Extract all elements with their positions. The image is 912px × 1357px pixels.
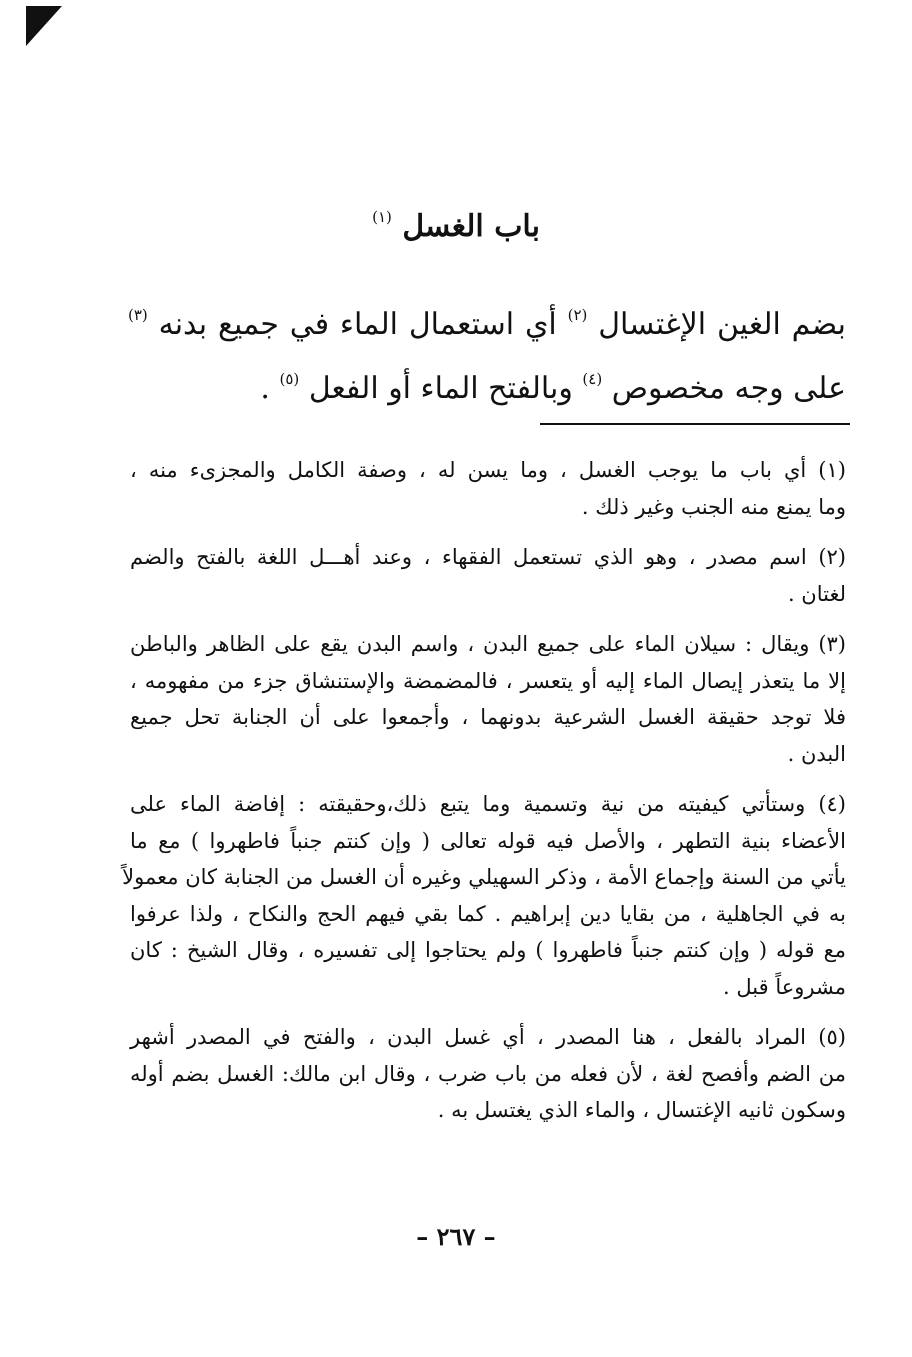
main-text-segment: بضم الغين الإغتسال bbox=[598, 307, 846, 342]
footnote-4 bbox=[122, 786, 846, 1005]
footnote-line: (٣) ويقال : سيلان الماء على جميع البدن ، واسم البدن يقع على الظاهر والباطن bbox=[130, 632, 846, 656]
footnote-line: به في الجاهلية ، من بقايا دين إبراهيم . كما بقي فيهم الحج والنكاح ، ولذا عرفوا bbox=[130, 901, 846, 926]
footnote-line: (٤) وستأتي كيفيته من نية وتسمية وما يتبع ذلك،وحقيقته : إفاضة الماء على bbox=[130, 792, 846, 816]
footnote-line: (٢) اسم مصدر ، وهو الذي تستعمل الفقهاء ، وعند أهـــل اللغة بالفتح والضم bbox=[130, 545, 846, 569]
footnote-line: البدن . bbox=[787, 741, 846, 766]
footnote-ref: (٢) bbox=[567, 306, 588, 324]
footnote-ref: (٤) bbox=[582, 370, 603, 388]
footnote-line: مع قوله ( وإن كنتم جنباً فاطهروا ) ولم يحتاجوا إلى تفسيره ، وقال الشيخ : كان bbox=[130, 938, 846, 962]
footnote-line: (٥) المراد بالفعل ، هنا المصدر ، أي غسل البدن ، والفتح في المصدر أشهر bbox=[130, 1025, 846, 1049]
footnote-line: فلا توجد حقيقة الغسل الشرعية بدونهما ، وأجمعوا على أن الجنابة تحل جميع bbox=[130, 705, 846, 729]
footnote-separator bbox=[540, 423, 850, 425]
footnote-line: من الضم وأفصح لغة ، لأن فعله من باب ضرب ، وقال ابن مالك: الغسل بضم أوله bbox=[130, 1061, 846, 1086]
main-text-segment: . bbox=[260, 371, 270, 406]
main-text-segment: على وجه مخصوص bbox=[611, 371, 846, 406]
main-text bbox=[128, 288, 846, 416]
footnote-line: وسكون ثانيه الإغتسال ، والماء الذي يغتسل به . bbox=[437, 1098, 846, 1122]
corner-fold-mark bbox=[26, 6, 62, 46]
footnote-line: إلا ما يتعذر إيصال الماء إليه أو يتعسر ، فالمضمضة والإستنشاق جزء من مفهومه ، bbox=[130, 668, 846, 693]
footnote-2 bbox=[130, 539, 846, 612]
main-text-line-1 bbox=[128, 288, 846, 352]
footnote-ref: (٣) bbox=[128, 306, 148, 324]
footnote-line: يأتي من السنة وإجماع الأمة ، وذكر السهيلي وغيره أن الغسل من الجنابة كان معمولاً bbox=[122, 865, 846, 889]
footnote-ref: (٥) bbox=[279, 370, 300, 388]
footnote-line: الأعضاء بنية التطهر ، والأصل فيه قوله تعالى ( وإن كنتم جنباً فاطهروا ) مع ما bbox=[130, 828, 846, 853]
footnote-line: (١) أي باب ما يوجب الغسل ، وما يسن له ، وصفة الكامل والمجزىء منه ، bbox=[130, 458, 846, 482]
main-text-segment: وبالفتح الماء أو الفعل bbox=[308, 371, 573, 406]
footnote-1 bbox=[130, 452, 846, 525]
footnote-line: مشروعاً قبل . bbox=[723, 974, 846, 999]
chapter-title bbox=[0, 208, 912, 244]
chapter-title-text: باب الغسل bbox=[402, 209, 540, 244]
main-text-segment: أي استعمال الماء في جميع بدنه bbox=[158, 307, 557, 342]
footnote-5 bbox=[130, 1019, 846, 1129]
footnote-3 bbox=[130, 626, 846, 772]
chapter-title-footnote-ref: (١) bbox=[372, 208, 392, 226]
main-text-line-2 bbox=[128, 352, 846, 416]
page-number: – ٢٦٧ – bbox=[416, 1222, 496, 1251]
footnote-line: لغتان . bbox=[787, 581, 846, 606]
footnotes bbox=[122, 452, 846, 1143]
footnote-line: وما يمنع منه الجنب وغير ذلك . bbox=[581, 494, 846, 519]
